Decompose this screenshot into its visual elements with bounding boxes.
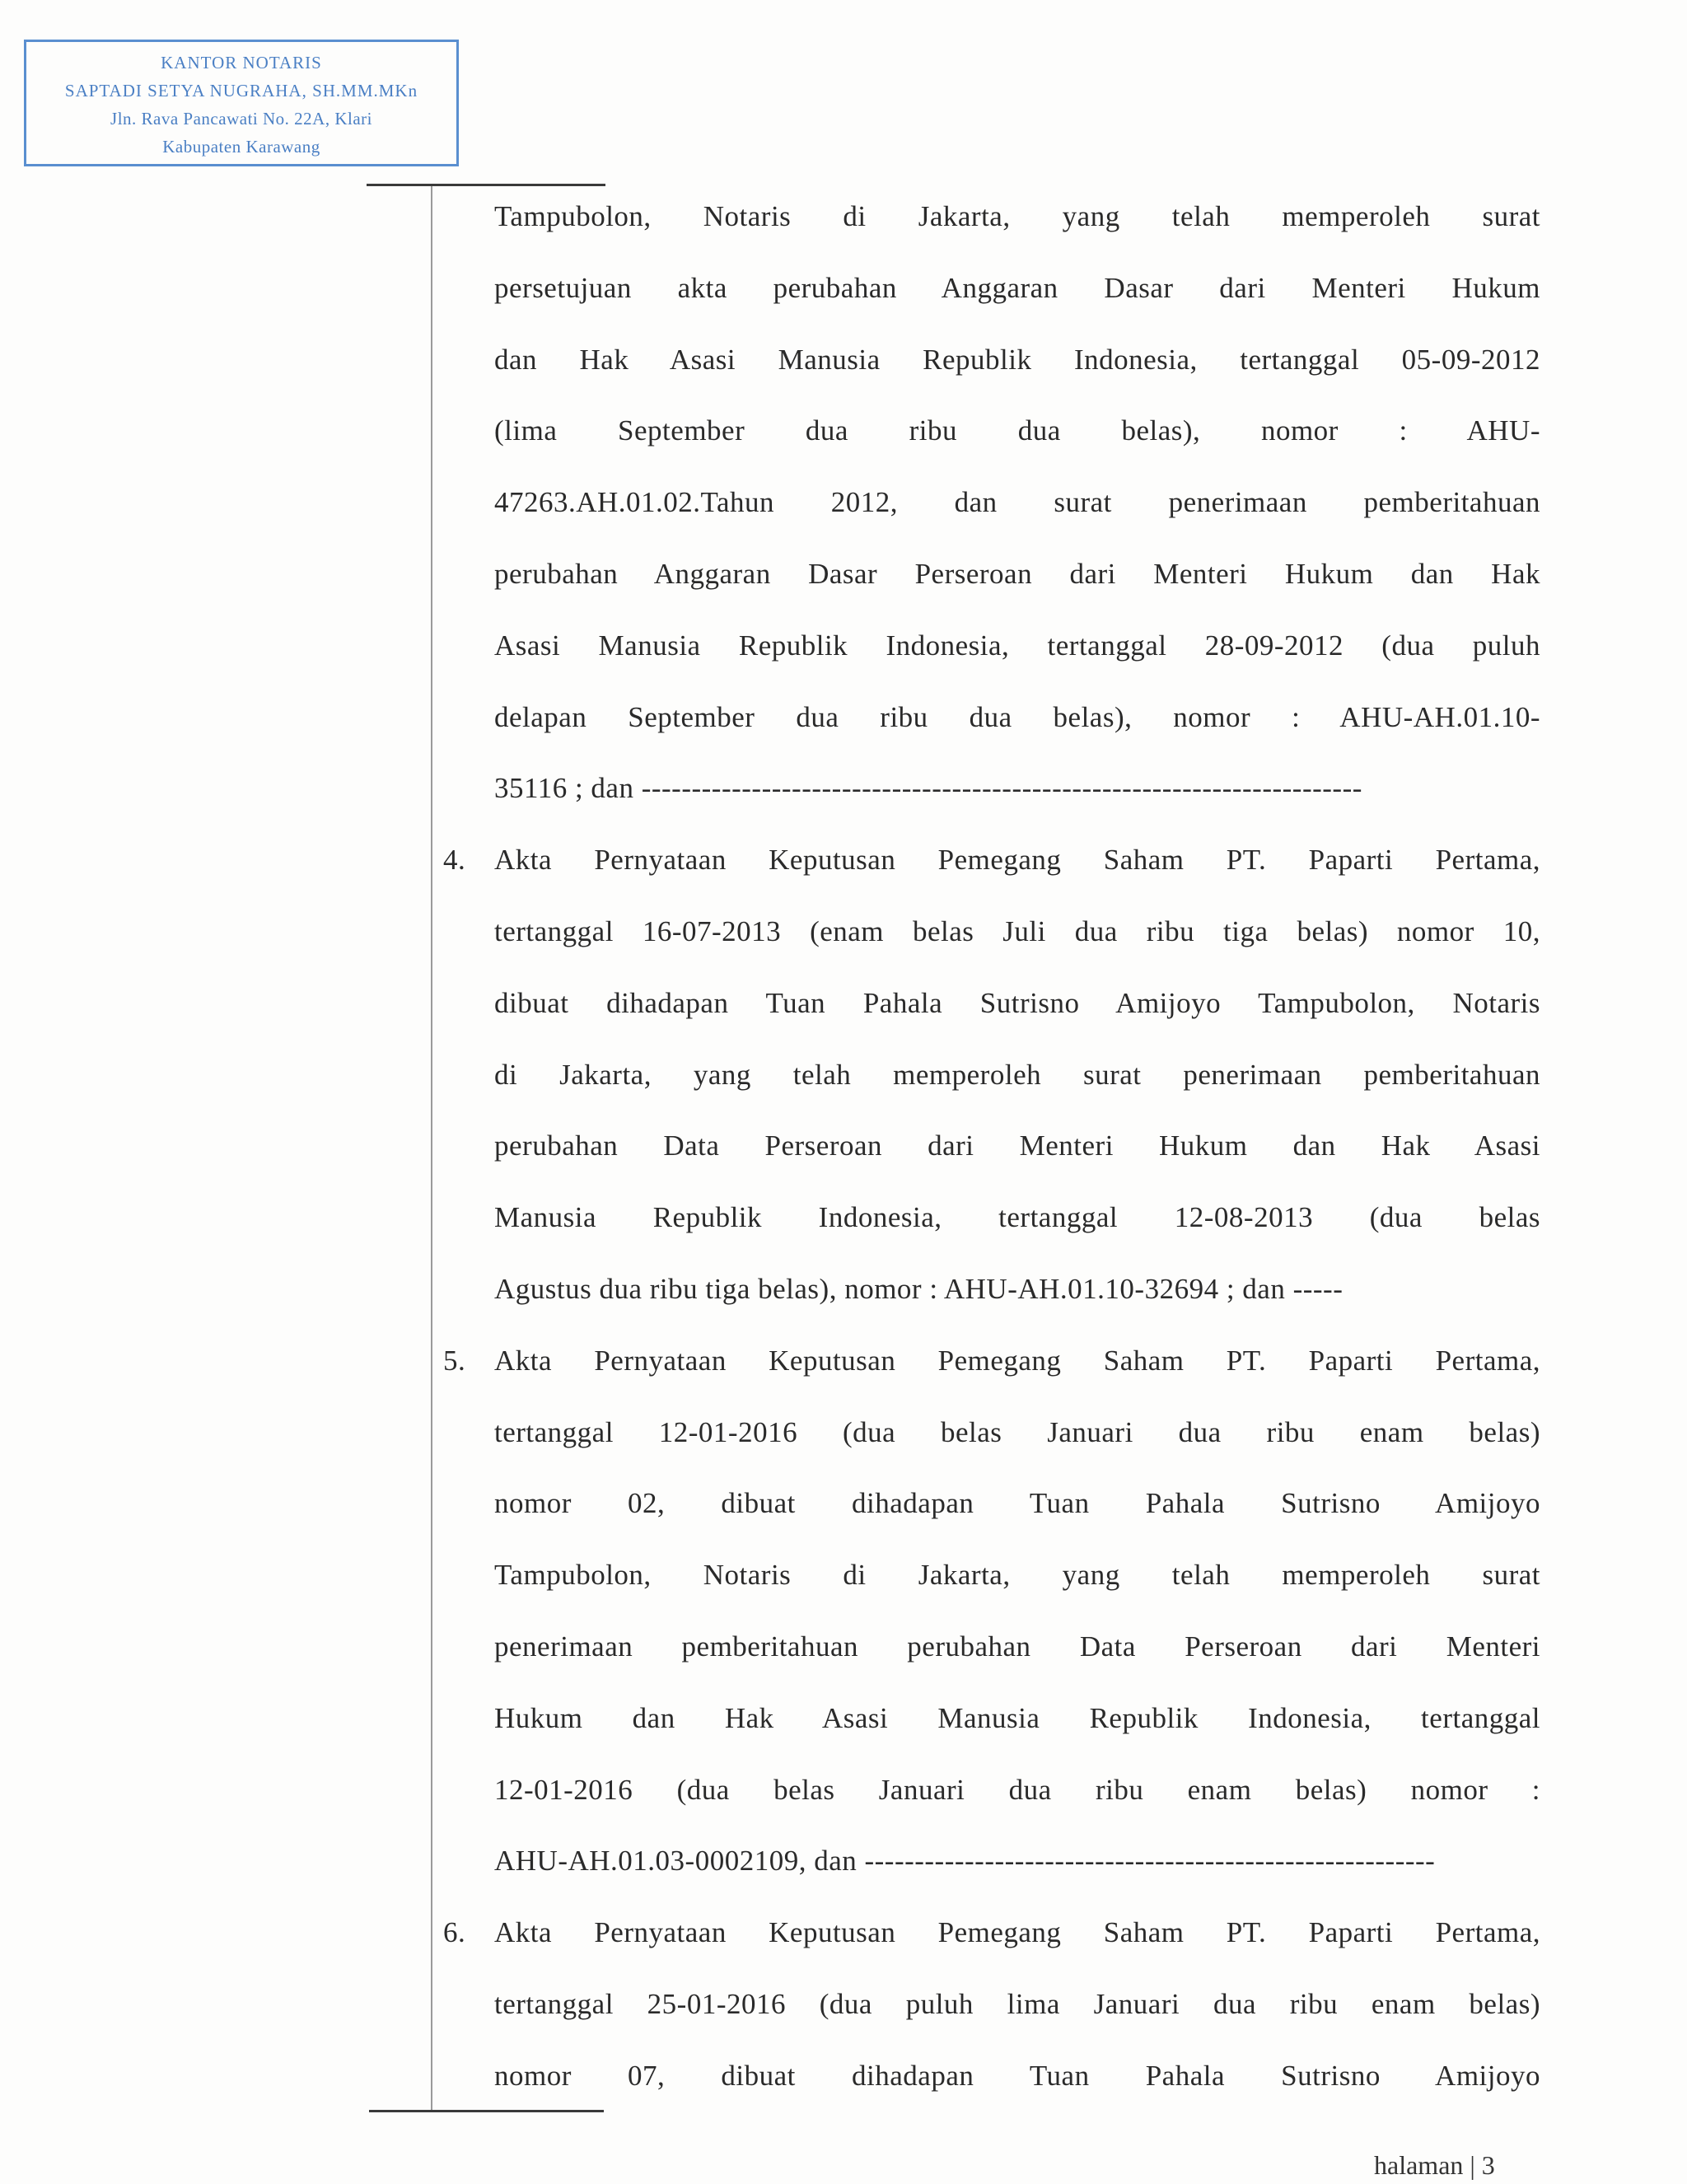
text-line: tertanggal 12-01-2016 (dua belas Januari dua ribu enam belas) — [494, 1415, 1540, 1448]
text-line: penerimaan pemberitahuan perubahan Data Perseroan dari Menteri — [494, 1630, 1540, 1663]
text-line: tertanggal 25-01-2016 (dua puluh lima Januari dua ribu enam belas) — [494, 1987, 1540, 2020]
text-line: tertanggal 16-07-2013 (enam belas Juli dua ribu tiga belas) nomor 10, — [494, 914, 1540, 947]
notary-stamp — [24, 40, 459, 166]
text-line: nomor 02, dibuat dihadapan Tuan Pahala Sutrisno Amijoyo — [494, 1487, 1540, 1520]
text-line: 47263.AH.01.02.Tahun 2012, dan surat penerimaan pemberitahuan — [494, 486, 1540, 519]
text-line: delapan September dua ribu dua belas), nomor : AHU-AH.01.10- — [494, 700, 1540, 733]
text-line: perubahan Anggaran Dasar Perseroan dari Menteri Hukum dan Hak — [494, 557, 1540, 590]
page-number: halaman | 3 — [1374, 2150, 1495, 2180]
item-number: 5. — [443, 1344, 466, 1377]
text-line: Hukum dan Hak Asasi Manusia Republik Indonesia, tertanggal — [494, 1701, 1540, 1734]
text-line: Akta Pernyataan Keputusan Pemegang Saham PT. Paparti Pertama, — [494, 1916, 1540, 1949]
text-line: Tampubolon, Notaris di Jakarta, yang telah memperoleh surat — [494, 1559, 1540, 1592]
text-line: Manusia Republik Indonesia, tertanggal 12-08-2013 (dua belas — [494, 1201, 1540, 1234]
text-line: Asasi Manusia Republik Indonesia, tertanggal 28-09-2012 (dua puluh — [494, 629, 1540, 662]
left-margin-line — [431, 186, 432, 2110]
list-item-6 — [437, 1897, 1540, 2112]
text-line: (lima September dua ribu dua belas), nomor : AHU- — [494, 414, 1540, 447]
document-body — [437, 181, 1540, 2112]
text-line: perubahan Data Perseroan dari Menteri Hukum dan Hak Asasi — [494, 1129, 1540, 1162]
continuation-paragraph — [437, 181, 1540, 825]
text-line: Agustus dua ribu tiga belas), nomor : AHU-AH.01.10-32694 ; dan ----- — [494, 1272, 1344, 1305]
text-line: 35116 ; dan ------------------------------------------------------------------------ — [494, 772, 1362, 805]
text-line: di Jakarta, yang telah memperoleh surat penerimaan pemberitahuan — [494, 1058, 1540, 1091]
text-line: Tampubolon, Notaris di Jakarta, yang telah memperoleh surat — [494, 200, 1540, 232]
text-line: Akta Pernyataan Keputusan Pemegang Saham PT. Paparti Pertama, — [494, 1344, 1540, 1377]
text-line: nomor 07, dibuat dihadapan Tuan Pahala Sutrisno Amijoyo — [494, 2059, 1540, 2092]
stamp-line-4: Kabupaten Karawang — [162, 137, 320, 157]
text-line: persetujuan akta perubahan Anggaran Dasar dari Menteri Hukum — [494, 271, 1540, 304]
list-item-5 — [437, 1326, 1540, 1897]
item-number: 6. — [443, 1916, 466, 1949]
text-line: dibuat dihadapan Tuan Pahala Sutrisno Amijoyo Tampubolon, Notaris — [494, 986, 1540, 1019]
list-item-4 — [437, 825, 1540, 1326]
stamp-line-2: SAPTADI SETYA NUGRAHA, SH.MM.MKn — [64, 81, 418, 101]
item-number: 4. — [443, 844, 466, 877]
text-line: 12-01-2016 (dua belas Januari dua ribu enam belas) nomor : — [494, 1773, 1540, 1806]
text-line: Akta Pernyataan Keputusan Pemegang Saham PT. Paparti Pertama, — [494, 844, 1540, 877]
stamp-line-1: KANTOR NOTARIS — [161, 53, 322, 72]
text-line: AHU-AH.01.03-0002109, dan --------------------------------------------------------- — [494, 1845, 1436, 1878]
stamp-line-3: Jln. Rava Pancawati No. 22A, Klari — [110, 109, 372, 129]
text-line: dan Hak Asasi Manusia Republik Indonesia, tertanggal 05-09-2012 — [494, 343, 1540, 376]
